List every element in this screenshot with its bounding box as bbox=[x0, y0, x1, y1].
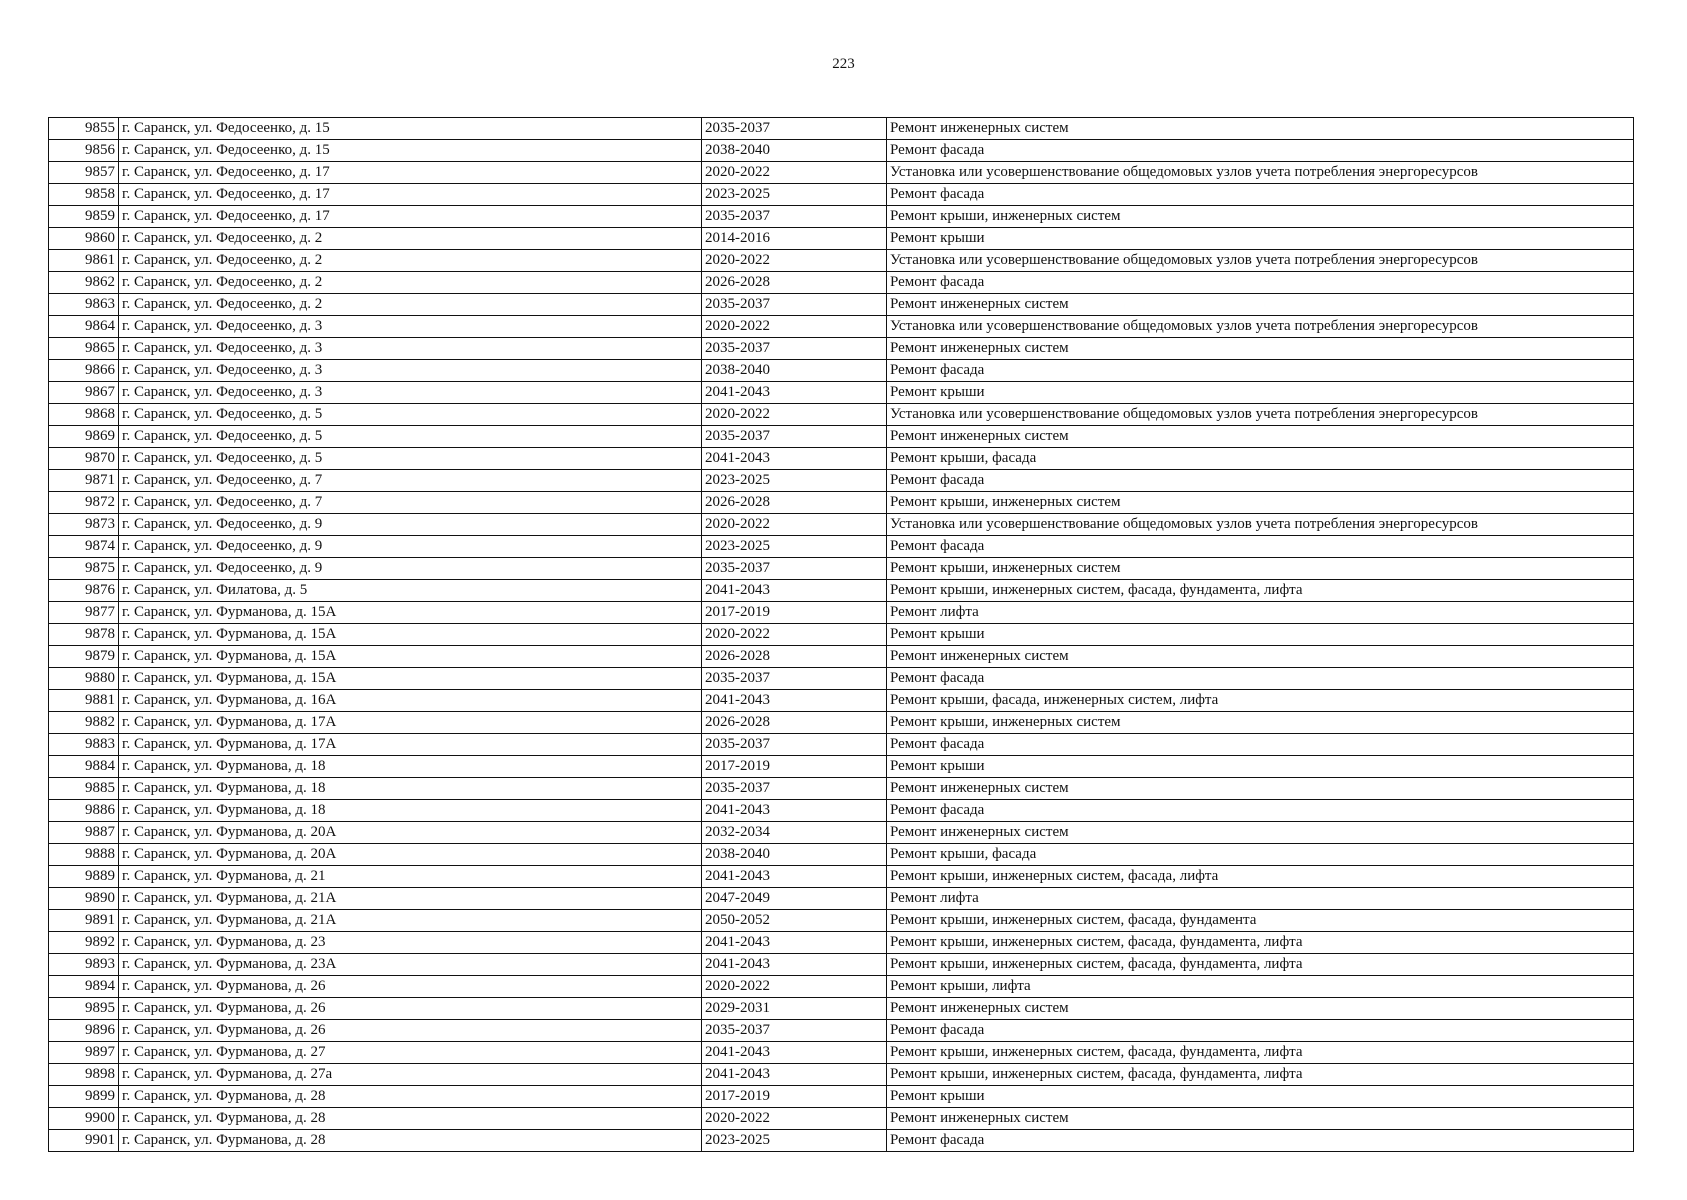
period-cell: 2035-2037 bbox=[702, 558, 887, 580]
address-cell: г. Саранск, ул. Федосеенко, д. 17 bbox=[119, 162, 702, 184]
work-type-cell: Ремонт крыши, инженерных систем bbox=[887, 712, 1634, 734]
table-row bbox=[49, 954, 1634, 976]
table-body bbox=[49, 118, 1634, 1152]
table-row bbox=[49, 998, 1634, 1020]
period-cell: 2041-2043 bbox=[702, 448, 887, 470]
period-cell: 2041-2043 bbox=[702, 866, 887, 888]
address-cell: г. Саранск, ул. Фурманова, д. 17А bbox=[119, 712, 702, 734]
work-type-cell: Ремонт лифта bbox=[887, 602, 1634, 624]
table-row bbox=[49, 778, 1634, 800]
work-type-cell: Установка или усовершенствование общедомовых узлов учета потребления энергоресурсов bbox=[887, 316, 1634, 338]
period-cell: 2020-2022 bbox=[702, 404, 887, 426]
address-cell: г. Саранск, ул. Фурманова, д. 16А bbox=[119, 690, 702, 712]
row-number-cell: 9901 bbox=[49, 1130, 119, 1152]
period-cell: 2038-2040 bbox=[702, 140, 887, 162]
work-type-cell: Ремонт крыши, инженерных систем, фасада, фундамента, лифта bbox=[887, 1064, 1634, 1086]
work-type-cell: Ремонт фасада bbox=[887, 536, 1634, 558]
table-row bbox=[49, 514, 1634, 536]
row-number-cell: 9868 bbox=[49, 404, 119, 426]
table-row bbox=[49, 426, 1634, 448]
address-cell: г. Саранск, ул. Фурманова, д. 26 bbox=[119, 976, 702, 998]
period-cell: 2020-2022 bbox=[702, 316, 887, 338]
work-type-cell: Ремонт лифта bbox=[887, 888, 1634, 910]
address-cell: г. Саранск, ул. Федосеенко, д. 2 bbox=[119, 272, 702, 294]
address-cell: г. Саранск, ул. Фурманова, д. 26 bbox=[119, 1020, 702, 1042]
table-row bbox=[49, 910, 1634, 932]
row-number-cell: 9883 bbox=[49, 734, 119, 756]
address-cell: г. Саранск, ул. Фурманова, д. 23А bbox=[119, 954, 702, 976]
row-number-cell: 9873 bbox=[49, 514, 119, 536]
table-row bbox=[49, 536, 1634, 558]
work-type-cell: Ремонт инженерных систем bbox=[887, 426, 1634, 448]
page-number: 223 bbox=[832, 56, 855, 72]
address-cell: г. Саранск, ул. Фурманова, д. 27 bbox=[119, 1042, 702, 1064]
period-cell: 2017-2019 bbox=[702, 756, 887, 778]
table-row bbox=[49, 382, 1634, 404]
work-type-cell: Ремонт крыши bbox=[887, 756, 1634, 778]
row-number-cell: 9863 bbox=[49, 294, 119, 316]
period-cell: 2035-2037 bbox=[702, 338, 887, 360]
address-cell: г. Саранск, ул. Фурманова, д. 28 bbox=[119, 1086, 702, 1108]
table-row bbox=[49, 580, 1634, 602]
table-row bbox=[49, 294, 1634, 316]
period-cell: 2032-2034 bbox=[702, 822, 887, 844]
work-type-cell: Ремонт инженерных систем bbox=[887, 778, 1634, 800]
address-cell: г. Саранск, ул. Федосеенко, д. 15 bbox=[119, 140, 702, 162]
row-number-cell: 9876 bbox=[49, 580, 119, 602]
work-type-cell: Ремонт инженерных систем bbox=[887, 118, 1634, 140]
period-cell: 2035-2037 bbox=[702, 118, 887, 140]
period-cell: 2047-2049 bbox=[702, 888, 887, 910]
address-cell: г. Саранск, ул. Фурманова, д. 26 bbox=[119, 998, 702, 1020]
row-number-cell: 9869 bbox=[49, 426, 119, 448]
work-type-cell: Ремонт крыши, инженерных систем, фасада, фундамента, лифта bbox=[887, 1042, 1634, 1064]
address-cell: г. Саранск, ул. Федосеенко, д. 2 bbox=[119, 250, 702, 272]
row-number-cell: 9875 bbox=[49, 558, 119, 580]
table-row bbox=[49, 250, 1634, 272]
address-cell: г. Саранск, ул. Федосеенко, д. 17 bbox=[119, 184, 702, 206]
address-cell: г. Саранск, ул. Фурманова, д. 15А bbox=[119, 624, 702, 646]
row-number-cell: 9896 bbox=[49, 1020, 119, 1042]
period-cell: 2020-2022 bbox=[702, 162, 887, 184]
table-row bbox=[49, 558, 1634, 580]
table-row bbox=[49, 800, 1634, 822]
row-number-cell: 9890 bbox=[49, 888, 119, 910]
table-row bbox=[49, 1130, 1634, 1152]
address-cell: г. Саранск, ул. Филатова, д. 5 bbox=[119, 580, 702, 602]
table-row bbox=[49, 360, 1634, 382]
address-cell: г. Саранск, ул. Федосеенко, д. 9 bbox=[119, 536, 702, 558]
work-type-cell: Ремонт фасада bbox=[887, 360, 1634, 382]
row-number-cell: 9893 bbox=[49, 954, 119, 976]
table-row bbox=[49, 1020, 1634, 1042]
work-type-cell: Ремонт крыши, инженерных систем, фасада, лифта bbox=[887, 866, 1634, 888]
row-number-cell: 9859 bbox=[49, 206, 119, 228]
table-row bbox=[49, 646, 1634, 668]
table-row bbox=[49, 272, 1634, 294]
period-cell: 2041-2043 bbox=[702, 1064, 887, 1086]
period-cell: 2038-2040 bbox=[702, 360, 887, 382]
table-row bbox=[49, 316, 1634, 338]
work-type-cell: Ремонт крыши, инженерных систем, фасада, фундамента, лифта bbox=[887, 580, 1634, 602]
table-row bbox=[49, 1086, 1634, 1108]
row-number-cell: 9900 bbox=[49, 1108, 119, 1130]
work-type-cell: Установка или усовершенствование общедомовых узлов учета потребления энергоресурсов bbox=[887, 250, 1634, 272]
table-row bbox=[49, 448, 1634, 470]
period-cell: 2041-2043 bbox=[702, 690, 887, 712]
table-row bbox=[49, 162, 1634, 184]
row-number-cell: 9880 bbox=[49, 668, 119, 690]
row-number-cell: 9887 bbox=[49, 822, 119, 844]
period-cell: 2035-2037 bbox=[702, 668, 887, 690]
row-number-cell: 9871 bbox=[49, 470, 119, 492]
period-cell: 2026-2028 bbox=[702, 712, 887, 734]
period-cell: 2035-2037 bbox=[702, 294, 887, 316]
row-number-cell: 9888 bbox=[49, 844, 119, 866]
table-row bbox=[49, 712, 1634, 734]
work-type-cell: Ремонт инженерных систем bbox=[887, 822, 1634, 844]
work-type-cell: Ремонт инженерных систем bbox=[887, 1108, 1634, 1130]
address-cell: г. Саранск, ул. Федосеенко, д. 3 bbox=[119, 360, 702, 382]
period-cell: 2041-2043 bbox=[702, 1042, 887, 1064]
work-type-cell: Ремонт крыши, фасада bbox=[887, 448, 1634, 470]
work-type-cell: Ремонт фасада bbox=[887, 734, 1634, 756]
repair-schedule-table bbox=[48, 117, 1634, 1152]
period-cell: 2017-2019 bbox=[702, 602, 887, 624]
address-cell: г. Саранск, ул. Фурманова, д. 20А bbox=[119, 822, 702, 844]
period-cell: 2041-2043 bbox=[702, 580, 887, 602]
row-number-cell: 9899 bbox=[49, 1086, 119, 1108]
work-type-cell: Ремонт инженерных систем bbox=[887, 998, 1634, 1020]
address-cell: г. Саранск, ул. Фурманова, д. 21 bbox=[119, 866, 702, 888]
work-type-cell: Ремонт крыши bbox=[887, 228, 1634, 250]
work-type-cell: Ремонт крыши, инженерных систем bbox=[887, 558, 1634, 580]
row-number-cell: 9858 bbox=[49, 184, 119, 206]
address-cell: г. Саранск, ул. Федосеенко, д. 2 bbox=[119, 228, 702, 250]
row-number-cell: 9897 bbox=[49, 1042, 119, 1064]
table-row bbox=[49, 844, 1634, 866]
table-row bbox=[49, 734, 1634, 756]
work-type-cell: Ремонт крыши bbox=[887, 1086, 1634, 1108]
period-cell: 2035-2037 bbox=[702, 1020, 887, 1042]
row-number-cell: 9877 bbox=[49, 602, 119, 624]
address-cell: г. Саранск, ул. Фурманова, д. 20А bbox=[119, 844, 702, 866]
row-number-cell: 9855 bbox=[49, 118, 119, 140]
address-cell: г. Саранск, ул. Фурманова, д. 15А bbox=[119, 668, 702, 690]
table-row bbox=[49, 888, 1634, 910]
address-cell: г. Саранск, ул. Федосеенко, д. 2 bbox=[119, 294, 702, 316]
work-type-cell: Ремонт крыши, инженерных систем, фасада, фундамента, лифта bbox=[887, 932, 1634, 954]
period-cell: 2029-2031 bbox=[702, 998, 887, 1020]
row-number-cell: 9892 bbox=[49, 932, 119, 954]
period-cell: 2041-2043 bbox=[702, 954, 887, 976]
table-row bbox=[49, 932, 1634, 954]
row-number-cell: 9862 bbox=[49, 272, 119, 294]
row-number-cell: 9860 bbox=[49, 228, 119, 250]
address-cell: г. Саранск, ул. Федосеенко, д. 5 bbox=[119, 426, 702, 448]
row-number-cell: 9867 bbox=[49, 382, 119, 404]
work-type-cell: Ремонт фасада bbox=[887, 668, 1634, 690]
period-cell: 2035-2037 bbox=[702, 734, 887, 756]
address-cell: г. Саранск, ул. Фурманова, д. 28 bbox=[119, 1108, 702, 1130]
address-cell: г. Саранск, ул. Фурманова, д. 17А bbox=[119, 734, 702, 756]
row-number-cell: 9886 bbox=[49, 800, 119, 822]
work-type-cell: Ремонт фасада bbox=[887, 470, 1634, 492]
address-cell: г. Саранск, ул. Федосеенко, д. 15 bbox=[119, 118, 702, 140]
period-cell: 2026-2028 bbox=[702, 272, 887, 294]
address-cell: г. Саранск, ул. Федосеенко, д. 9 bbox=[119, 558, 702, 580]
address-cell: г. Саранск, ул. Федосеенко, д. 9 bbox=[119, 514, 702, 536]
work-type-cell: Ремонт крыши bbox=[887, 382, 1634, 404]
address-cell: г. Саранск, ул. Федосеенко, д. 7 bbox=[119, 470, 702, 492]
table-row bbox=[49, 756, 1634, 778]
row-number-cell: 9881 bbox=[49, 690, 119, 712]
row-number-cell: 9866 bbox=[49, 360, 119, 382]
period-cell: 2023-2025 bbox=[702, 184, 887, 206]
table-row bbox=[49, 470, 1634, 492]
table-row bbox=[49, 690, 1634, 712]
address-cell: г. Саранск, ул. Федосеенко, д. 3 bbox=[119, 338, 702, 360]
table-row bbox=[49, 1042, 1634, 1064]
work-type-cell: Ремонт крыши, инженерных систем, фасада, фундамента, лифта bbox=[887, 954, 1634, 976]
period-cell: 2035-2037 bbox=[702, 426, 887, 448]
work-type-cell: Ремонт фасада bbox=[887, 1020, 1634, 1042]
period-cell: 2020-2022 bbox=[702, 514, 887, 536]
period-cell: 2020-2022 bbox=[702, 624, 887, 646]
work-type-cell: Ремонт инженерных систем bbox=[887, 294, 1634, 316]
work-type-cell: Установка или усовершенствование общедомовых узлов учета потребления энергоресурсов bbox=[887, 514, 1634, 536]
work-type-cell: Ремонт крыши, инженерных систем bbox=[887, 206, 1634, 228]
row-number-cell: 9861 bbox=[49, 250, 119, 272]
address-cell: г. Саранск, ул. Фурманова, д. 23 bbox=[119, 932, 702, 954]
period-cell: 2023-2025 bbox=[702, 536, 887, 558]
table-row bbox=[49, 976, 1634, 998]
table-row bbox=[49, 404, 1634, 426]
address-cell: г. Саранск, ул. Федосеенко, д. 3 bbox=[119, 382, 702, 404]
period-cell: 2038-2040 bbox=[702, 844, 887, 866]
row-number-cell: 9891 bbox=[49, 910, 119, 932]
work-type-cell: Ремонт фасада bbox=[887, 800, 1634, 822]
table-row bbox=[49, 822, 1634, 844]
address-cell: г. Саранск, ул. Федосеенко, д. 17 bbox=[119, 206, 702, 228]
table-row bbox=[49, 668, 1634, 690]
row-number-cell: 9856 bbox=[49, 140, 119, 162]
table-row bbox=[49, 602, 1634, 624]
address-cell: г. Саранск, ул. Фурманова, д. 18 bbox=[119, 756, 702, 778]
address-cell: г. Саранск, ул. Федосеенко, д. 7 bbox=[119, 492, 702, 514]
table-row bbox=[49, 1108, 1634, 1130]
address-cell: г. Саранск, ул. Фурманова, д. 18 bbox=[119, 778, 702, 800]
period-cell: 2041-2043 bbox=[702, 382, 887, 404]
work-type-cell: Установка или усовершенствование общедомовых узлов учета потребления энергоресурсов bbox=[887, 162, 1634, 184]
work-type-cell: Ремонт фасада bbox=[887, 272, 1634, 294]
row-number-cell: 9872 bbox=[49, 492, 119, 514]
table-row bbox=[49, 206, 1634, 228]
period-cell: 2020-2022 bbox=[702, 250, 887, 272]
row-number-cell: 9864 bbox=[49, 316, 119, 338]
table-row bbox=[49, 228, 1634, 250]
period-cell: 2050-2052 bbox=[702, 910, 887, 932]
address-cell: г. Саранск, ул. Федосеенко, д. 5 bbox=[119, 448, 702, 470]
row-number-cell: 9874 bbox=[49, 536, 119, 558]
work-type-cell: Ремонт фасада bbox=[887, 184, 1634, 206]
work-type-cell: Ремонт инженерных систем bbox=[887, 338, 1634, 360]
row-number-cell: 9865 bbox=[49, 338, 119, 360]
table-row bbox=[49, 624, 1634, 646]
row-number-cell: 9895 bbox=[49, 998, 119, 1020]
period-cell: 2026-2028 bbox=[702, 646, 887, 668]
period-cell: 2041-2043 bbox=[702, 932, 887, 954]
work-type-cell: Ремонт крыши, лифта bbox=[887, 976, 1634, 998]
period-cell: 2014-2016 bbox=[702, 228, 887, 250]
table-row bbox=[49, 338, 1634, 360]
row-number-cell: 9878 bbox=[49, 624, 119, 646]
period-cell: 2026-2028 bbox=[702, 492, 887, 514]
period-cell: 2023-2025 bbox=[702, 470, 887, 492]
period-cell: 2041-2043 bbox=[702, 800, 887, 822]
table-row bbox=[49, 140, 1634, 162]
period-cell: 2023-2025 bbox=[702, 1130, 887, 1152]
work-type-cell: Ремонт крыши, инженерных систем, фасада, фундамента bbox=[887, 910, 1634, 932]
table-row bbox=[49, 492, 1634, 514]
row-number-cell: 9879 bbox=[49, 646, 119, 668]
work-type-cell: Ремонт крыши, фасада bbox=[887, 844, 1634, 866]
table-row bbox=[49, 1064, 1634, 1086]
row-number-cell: 9870 bbox=[49, 448, 119, 470]
table-row bbox=[49, 184, 1634, 206]
row-number-cell: 9898 bbox=[49, 1064, 119, 1086]
address-cell: г. Саранск, ул. Федосеенко, д. 5 bbox=[119, 404, 702, 426]
period-cell: 2020-2022 bbox=[702, 976, 887, 998]
row-number-cell: 9884 bbox=[49, 756, 119, 778]
work-type-cell: Ремонт фасада bbox=[887, 140, 1634, 162]
address-cell: г. Саранск, ул. Фурманова, д. 15А bbox=[119, 646, 702, 668]
period-cell: 2035-2037 bbox=[702, 206, 887, 228]
work-type-cell: Ремонт инженерных систем bbox=[887, 646, 1634, 668]
address-cell: г. Саранск, ул. Фурманова, д. 18 bbox=[119, 800, 702, 822]
row-number-cell: 9857 bbox=[49, 162, 119, 184]
address-cell: г. Саранск, ул. Фурманова, д. 21А bbox=[119, 910, 702, 932]
address-cell: г. Саранск, ул. Фурманова, д. 21А bbox=[119, 888, 702, 910]
period-cell: 2017-2019 bbox=[702, 1086, 887, 1108]
row-number-cell: 9894 bbox=[49, 976, 119, 998]
period-cell: 2020-2022 bbox=[702, 1108, 887, 1130]
row-number-cell: 9882 bbox=[49, 712, 119, 734]
work-type-cell: Ремонт крыши, фасада, инженерных систем, лифта bbox=[887, 690, 1634, 712]
address-cell: г. Саранск, ул. Фурманова, д. 28 bbox=[119, 1130, 702, 1152]
work-type-cell: Ремонт крыши, инженерных систем bbox=[887, 492, 1634, 514]
work-type-cell: Установка или усовершенствование общедомовых узлов учета потребления энергоресурсов bbox=[887, 404, 1634, 426]
work-type-cell: Ремонт фасада bbox=[887, 1130, 1634, 1152]
table-row bbox=[49, 118, 1634, 140]
period-cell: 2035-2037 bbox=[702, 778, 887, 800]
table-row bbox=[49, 866, 1634, 888]
work-type-cell: Ремонт крыши bbox=[887, 624, 1634, 646]
address-cell: г. Саранск, ул. Федосеенко, д. 3 bbox=[119, 316, 702, 338]
row-number-cell: 9885 bbox=[49, 778, 119, 800]
row-number-cell: 9889 bbox=[49, 866, 119, 888]
address-cell: г. Саранск, ул. Фурманова, д. 15А bbox=[119, 602, 702, 624]
address-cell: г. Саранск, ул. Фурманова, д. 27а bbox=[119, 1064, 702, 1086]
